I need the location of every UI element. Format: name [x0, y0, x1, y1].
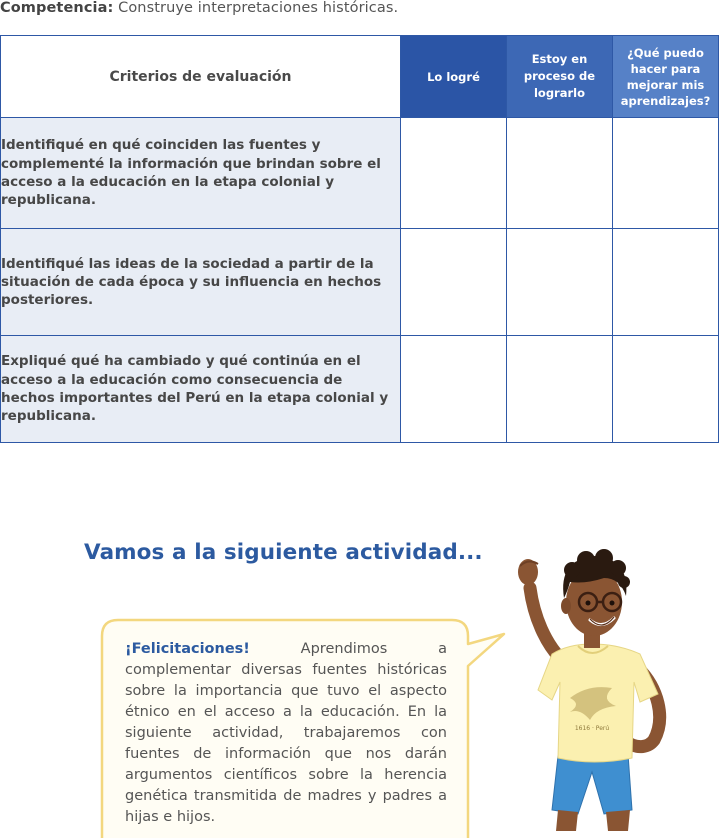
competencia-label: Competencia:: [0, 0, 114, 16]
header-en-proceso: [507, 36, 613, 118]
header-lo-logre: Lo logré: [401, 36, 507, 118]
evaluation-table: [0, 35, 719, 443]
table-row: [1, 229, 719, 336]
header-mejorar: [613, 36, 719, 118]
lo-logre-cell[interactable]: [401, 229, 507, 336]
speech-bubble-message: Aprendimos a complementar diversas fuentes históricas sobre la importancia que tuvo el aspecto étnico en el acceso a la educación. En la siguiente actividad, trabajaremos con fuentes de información que nos darán argumentos científicos sobre la herencia genética transmitida de madres y padres a hijas e hijos.: [125, 641, 447, 825]
table-header-row: [1, 36, 719, 118]
en-proceso-cell[interactable]: [507, 336, 613, 443]
header-mejorar-text: ¿Qué puedo hacer para mejorar mis aprendizajes?: [620, 45, 711, 108]
header-criterios: Criterios de evaluación: [1, 36, 401, 118]
mejorar-cell[interactable]: [613, 118, 719, 229]
lo-logre-cell[interactable]: [401, 336, 507, 443]
criterion-cell: Expliqué qué ha cambiado y qué continúa en el acceso a la educación como consecuencia de hechos importantes del Perú en la etapa colonial y republicana.: [1, 336, 401, 443]
criterion-cell: Identifiqué las ideas de la sociedad a partir de la situación de cada época y su influencia en hechos posteriores.: [1, 229, 401, 336]
en-proceso-cell[interactable]: [507, 229, 613, 336]
en-proceso-cell[interactable]: [507, 118, 613, 229]
competencia-text: Construye interpretaciones históricas.: [118, 0, 399, 16]
speech-bubble-text: [125, 639, 447, 828]
mejorar-cell[interactable]: [613, 336, 719, 443]
header-en-proceso-text: Estoy en proceso de lograrlo: [523, 52, 596, 100]
shirt-print-text: 1616 · Perú: [574, 725, 610, 732]
next-activity-title: Vamos a la siguiente actividad...: [84, 540, 483, 565]
criterion-cell: Identifiqué en qué coinciden las fuentes y complementé la información que brindan sobre el acceso a la educación en la etapa colonial y republicana.: [1, 118, 401, 229]
mejorar-cell[interactable]: [613, 229, 719, 336]
student-illustration: [508, 548, 688, 831]
speech-bubble: [100, 618, 510, 838]
competencia-line: [0, 0, 398, 16]
table-row: [1, 336, 719, 443]
table-row: [1, 118, 719, 229]
felicitaciones-label: ¡Felicitaciones!: [125, 641, 250, 657]
lo-logre-cell[interactable]: [401, 118, 507, 229]
